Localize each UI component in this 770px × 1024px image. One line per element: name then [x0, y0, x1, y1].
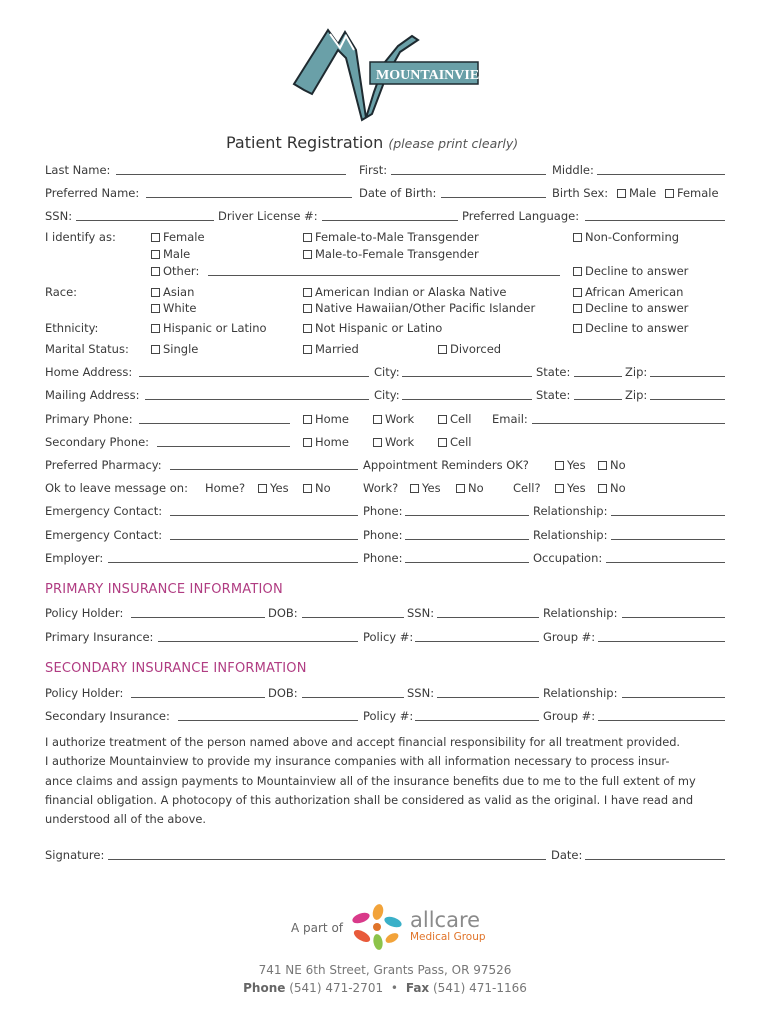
checkbox[interactable]: [151, 250, 160, 259]
leave-message-work-label: Work?: [363, 481, 399, 495]
footer-address: 741 NE 6th Street, Grants Pass, OR 97526: [258, 963, 512, 977]
ethnicity-label: Ethnicity:: [45, 321, 99, 335]
primary-insurance-heading: PRIMARY INSURANCE INFORMATION: [45, 582, 283, 597]
part-of-label: A part of: [291, 921, 344, 935]
pharmacy-label: Preferred Pharmacy:: [45, 458, 162, 472]
mailing-address-field[interactable]: [145, 399, 369, 400]
secondary-policy-holder-label: Policy Holder:: [45, 686, 124, 700]
mailing-zip-field[interactable]: [650, 399, 725, 400]
driver-license-label: Driver License #:: [218, 209, 318, 223]
employer-label: Employer:: [45, 551, 104, 565]
page-subtitle: (please print clearly): [388, 136, 519, 151]
identify-ftm-option[interactable]: Female-to-Male Transgender: [303, 230, 479, 244]
secondary-phone-cell-option[interactable]: Cell: [438, 435, 472, 449]
race-asian-option[interactable]: Asian: [151, 285, 194, 299]
authorization-line: financial obligation. A photocopy of this authorization shall be considered as valid as the original. I have read and: [45, 792, 694, 807]
secondary-insurance-label: Secondary Insurance:: [45, 709, 170, 723]
emergency-phone-2-label: Phone:: [363, 528, 403, 542]
ethnicity-decline-option[interactable]: Decline to answer: [573, 321, 688, 335]
primary-insurance-field[interactable]: [158, 641, 358, 642]
checkbox[interactable]: [151, 233, 160, 242]
email-label: Email:: [492, 412, 528, 426]
primary-phone-field[interactable]: [139, 423, 290, 424]
allcare-logo-text: [410, 909, 486, 943]
mailing-state-field[interactable]: [574, 399, 622, 400]
primary-policy-number-field[interactable]: [415, 641, 539, 642]
home-zip-field[interactable]: [650, 376, 725, 377]
primary-dob-label: DOB:: [268, 606, 298, 620]
checkbox[interactable]: [303, 415, 312, 424]
leave-message-work-yes[interactable]: Yes: [410, 481, 441, 495]
checkbox[interactable]: [151, 324, 160, 333]
secondary-ssn-label: SSN:: [407, 686, 435, 700]
primary-phone-label: Primary Phone:: [45, 412, 133, 426]
emergency-relationship-2-field[interactable]: [611, 539, 725, 540]
primary-phone-work-option[interactable]: Work: [373, 412, 414, 426]
emergency-phone-1-field[interactable]: [405, 515, 529, 516]
primary-ssn-field[interactable]: [437, 617, 539, 618]
identify-female-option[interactable]: Female: [151, 230, 205, 244]
primary-group-number-field[interactable]: [598, 641, 725, 642]
home-state-label: State:: [536, 365, 571, 379]
secondary-insurance-field[interactable]: [178, 720, 358, 721]
mailing-address-label: Mailing Address:: [45, 388, 140, 402]
primary-policy-holder-field[interactable]: [131, 617, 265, 618]
logo-brand-text: MOUNTAINVIEW: [376, 68, 494, 83]
identify-nonconforming-option[interactable]: Non-Conforming: [573, 230, 679, 244]
ethnicity-hispanic-option[interactable]: Hispanic or Latino: [151, 321, 267, 335]
leave-message-label: Ok to leave message on:: [45, 481, 188, 495]
checkbox[interactable]: [303, 304, 312, 313]
leave-message-cell-yes[interactable]: Yes: [555, 481, 586, 495]
mailing-city-field[interactable]: [402, 399, 532, 400]
preferred-language-label: Preferred Language:: [462, 209, 580, 223]
checkbox[interactable]: [555, 461, 564, 470]
employer-field[interactable]: [108, 562, 358, 563]
driver-license-field[interactable]: [322, 220, 458, 221]
birth-sex-female-option[interactable]: Female: [665, 186, 719, 200]
date-label: Date:: [551, 848, 583, 862]
phone-label: Phone: [243, 981, 286, 995]
birth-sex-label: Birth Sex:: [552, 186, 609, 200]
checkbox[interactable]: [438, 345, 447, 354]
identify-other-field[interactable]: [208, 275, 560, 276]
checkbox[interactable]: [151, 304, 160, 313]
mountainview-logo: [290, 22, 494, 127]
secondary-group-number-label: Group #:: [543, 709, 596, 723]
dob-label: Date of Birth:: [359, 186, 437, 200]
race-aian-option[interactable]: American Indian or Alaska Native: [303, 285, 506, 299]
home-city-label: City:: [374, 365, 400, 379]
email-field[interactable]: [532, 423, 725, 424]
occupation-field[interactable]: [606, 562, 725, 563]
dob-field[interactable]: [441, 197, 546, 198]
reminders-yes-option[interactable]: Yes: [555, 458, 586, 472]
mailing-zip-label: Zip:: [625, 388, 648, 402]
checkbox[interactable]: [410, 484, 419, 493]
fax-number: (541) 471-1166: [433, 981, 527, 995]
checkbox[interactable]: [555, 484, 564, 493]
checkbox[interactable]: [373, 415, 382, 424]
secondary-policy-number-label: Policy #:: [363, 709, 414, 723]
home-city-field[interactable]: [402, 376, 532, 377]
secondary-phone-field[interactable]: [157, 446, 290, 447]
checkbox[interactable]: [303, 324, 312, 333]
separator: •: [390, 981, 398, 995]
checkbox[interactable]: [665, 189, 674, 198]
secondary-relationship-label: Relationship:: [543, 686, 618, 700]
authorization-line: I authorize treatment of the person named above and accept financial responsibility for all treatment provided.: [45, 735, 681, 749]
race-white-option[interactable]: White: [151, 301, 196, 315]
secondary-dob-label: DOB:: [268, 686, 298, 700]
secondary-policy-holder-field[interactable]: [131, 697, 265, 698]
secondary-phone-label: Secondary Phone:: [45, 435, 150, 449]
identify-male-option[interactable]: Male: [151, 247, 190, 261]
emergency-contact-2-field[interactable]: [170, 539, 358, 540]
emergency-contact-2-label: Emergency Contact:: [45, 528, 163, 542]
pharmacy-field[interactable]: [170, 469, 358, 470]
home-state-field[interactable]: [574, 376, 622, 377]
emergency-phone-2-field[interactable]: [405, 539, 529, 540]
fax-label: Fax: [405, 981, 430, 995]
primary-policy-number-label: Policy #:: [363, 630, 414, 644]
employer-phone-label: Phone:: [363, 551, 403, 565]
checkbox[interactable]: [456, 484, 465, 493]
primary-dob-field[interactable]: [302, 617, 404, 618]
checkbox[interactable]: [151, 267, 160, 276]
birth-sex-male-option[interactable]: Male: [617, 186, 656, 200]
checkbox[interactable]: [303, 345, 312, 354]
primary-ssn-label: SSN:: [407, 606, 435, 620]
primary-relationship-field[interactable]: [622, 617, 725, 618]
reminders-no-option[interactable]: No: [598, 458, 626, 472]
authorization-text: [45, 733, 735, 829]
primary-phone-cell-option[interactable]: Cell: [438, 412, 472, 426]
ethnicity-not-hispanic-option[interactable]: Not Hispanic or Latino: [303, 321, 442, 335]
authorization-line: ance claims and assign payments to Mountainview all of the insurance benefits due to me to the full extent of my: [45, 773, 696, 788]
emergency-phone-1-label: Phone:: [363, 504, 403, 518]
secondary-phone-work-option[interactable]: Work: [373, 435, 414, 449]
authorization-line: I authorize Mountainview to provide my insurance companies with all information necessary to process insur-: [45, 754, 670, 769]
home-address-label: Home Address:: [45, 365, 133, 379]
secondary-relationship-field[interactable]: [622, 697, 725, 698]
secondary-group-number-field[interactable]: [598, 720, 725, 721]
page-title: Patient Registration (please print clearly): [226, 133, 519, 152]
secondary-policy-number-field[interactable]: [415, 720, 539, 721]
identify-mtf-option[interactable]: Male-to-Female Transgender: [303, 247, 479, 261]
middle-name-field[interactable]: [597, 174, 725, 175]
checkbox[interactable]: [373, 438, 382, 447]
secondary-insurance-heading: SECONDARY INSURANCE INFORMATION: [45, 661, 307, 676]
checkbox[interactable]: [151, 345, 160, 354]
checkbox[interactable]: [438, 438, 447, 447]
emergency-relationship-1-field[interactable]: [611, 515, 725, 516]
emergency-contact-1-label: Emergency Contact:: [45, 504, 163, 518]
footer-contact: [0, 981, 770, 995]
last-name-field[interactable]: [116, 174, 346, 175]
home-zip-label: Zip:: [625, 365, 648, 379]
checkbox[interactable]: [573, 233, 582, 242]
marital-status-label: Marital Status:: [45, 342, 129, 356]
marital-married-option[interactable]: Married: [303, 342, 359, 356]
middle-name-label: Middle:: [552, 163, 594, 177]
checkbox[interactable]: [573, 304, 582, 313]
leave-message-cell-label: Cell?: [513, 481, 541, 495]
race-nhpi-option[interactable]: Native Hawaiian/Other Pacific Islander: [303, 301, 535, 315]
emergency-relationship-1-label: Relationship:: [533, 504, 608, 518]
leave-message-home-no[interactable]: No: [303, 481, 331, 495]
signature-label: Signature:: [45, 848, 105, 862]
checkbox[interactable]: [573, 288, 582, 297]
phone-number: (541) 471-2701: [289, 981, 384, 995]
first-name-label: First:: [359, 163, 388, 177]
checkbox[interactable]: [598, 461, 607, 470]
mountain-logo-graphic: [290, 22, 494, 127]
checkbox[interactable]: [303, 250, 312, 259]
checkbox[interactable]: [617, 189, 626, 198]
preferred-name-field[interactable]: [146, 197, 352, 198]
marital-divorced-option[interactable]: Divorced: [438, 342, 501, 356]
checkbox[interactable]: [598, 484, 607, 493]
signature-field[interactable]: [108, 859, 546, 860]
emergency-relationship-2-label: Relationship:: [533, 528, 608, 542]
occupation-label: Occupation:: [533, 551, 603, 565]
marital-single-option[interactable]: Single: [151, 342, 198, 356]
checkbox[interactable]: [303, 484, 312, 493]
leave-message-work-no[interactable]: No: [456, 481, 484, 495]
checkbox[interactable]: [303, 438, 312, 447]
employer-phone-field[interactable]: [405, 562, 529, 563]
checkbox[interactable]: [303, 233, 312, 242]
mailing-city-label: City:: [374, 388, 400, 402]
secondary-dob-field[interactable]: [302, 697, 404, 698]
checkbox[interactable]: [303, 288, 312, 297]
identify-decline-option[interactable]: Decline to answer: [573, 264, 688, 278]
emergency-contact-1-field[interactable]: [170, 515, 358, 516]
leave-message-home-yes[interactable]: Yes: [258, 481, 289, 495]
checkbox[interactable]: [573, 324, 582, 333]
first-name-field[interactable]: [391, 174, 546, 175]
allcare-wordmark: allcare: [410, 908, 481, 932]
reminders-label: Appointment Reminders OK?: [363, 458, 529, 472]
checkbox[interactable]: [438, 415, 447, 424]
leave-message-home-label: Home?: [205, 481, 246, 495]
checkbox[interactable]: [151, 288, 160, 297]
secondary-phone-home-option[interactable]: Home: [303, 435, 349, 449]
preferred-name-label: Preferred Name:: [45, 186, 140, 200]
authorization-line: understood all of the above.: [45, 812, 206, 827]
primary-insurance-label: Primary Insurance:: [45, 630, 154, 644]
race-label: Race:: [45, 285, 78, 299]
last-name-label: Last Name:: [45, 163, 111, 177]
medical-group-text: Medical Group: [410, 931, 486, 943]
primary-relationship-label: Relationship:: [543, 606, 618, 620]
race-african-american-option[interactable]: African American: [573, 285, 683, 299]
preferred-language-field[interactable]: [585, 220, 725, 221]
ssn-field[interactable]: [76, 220, 214, 221]
race-decline-option[interactable]: Decline to answer: [573, 301, 688, 315]
checkbox[interactable]: [573, 267, 582, 276]
identify-label: I identify as:: [45, 230, 116, 244]
checkbox[interactable]: [258, 484, 267, 493]
identify-other-option[interactable]: Other:: [151, 264, 199, 278]
ssn-label: SSN:: [45, 209, 73, 223]
mailing-state-label: State:: [536, 388, 571, 402]
secondary-ssn-field[interactable]: [437, 697, 539, 698]
primary-group-number-label: Group #:: [543, 630, 596, 644]
allcare-flower-icon: [348, 904, 408, 950]
date-field[interactable]: [585, 859, 725, 860]
leave-message-cell-no[interactable]: No: [598, 481, 626, 495]
primary-policy-holder-label: Policy Holder:: [45, 606, 124, 620]
home-address-field[interactable]: [139, 376, 369, 377]
primary-phone-home-option[interactable]: Home: [303, 412, 349, 426]
